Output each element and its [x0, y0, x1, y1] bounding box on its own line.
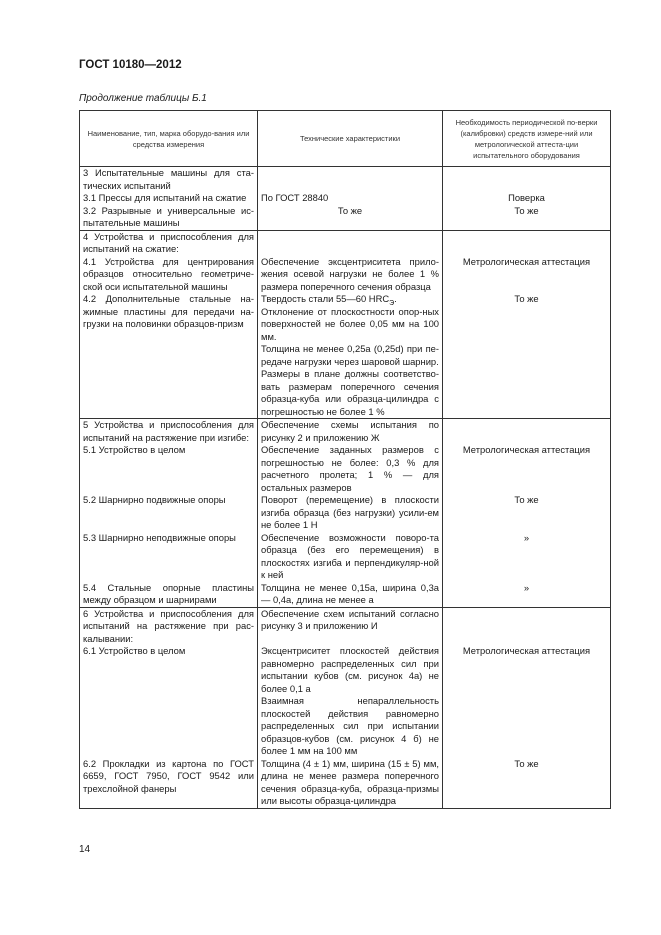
- cell-name: 5.4 Стальные опорные пластины между образцом и шарнирами: [80, 582, 258, 608]
- table-caption: Продолжение таблицы Б.1: [79, 93, 207, 104]
- cell-spec: [258, 645, 443, 758]
- table-row: [80, 293, 611, 419]
- cell-name: 6.1 Устройство в целом: [80, 645, 258, 758]
- cell-check: Поверка: [443, 192, 611, 205]
- cell-spec: Обеспечение схемы испытания по рисунку 2 и приложению Ж: [258, 419, 443, 445]
- cell-name: 3 Испытательные машины для ста-тических испытаний: [80, 167, 258, 193]
- cell-spec: Обеспечение эксцентриситета прило-жения осевой нагрузки не более 1 % размера поперечного сечения образца: [258, 256, 443, 294]
- cell-name: 4.1 Устройства для центрирования образцов относительно геометриче-ской оси испытательной машины: [80, 256, 258, 294]
- cell-name: 5.2 Шарнирно подвижные опоры: [80, 494, 258, 532]
- cell-spec: По ГОСТ 28840: [258, 192, 443, 205]
- table-row: [80, 167, 611, 193]
- equipment-table: [79, 110, 611, 809]
- column-header-specs: Технические характеристики: [258, 111, 443, 167]
- table-row: [80, 494, 611, 532]
- spec-line: Размеры в плане должны соответство-вать размерам поперечного сечения образца-куба или образца-цилиндра с погрешностью не более 1 %: [261, 368, 439, 417]
- table-row: [80, 758, 611, 809]
- table-row: [80, 607, 611, 645]
- table-row: [80, 582, 611, 608]
- cell-spec: Толщина (4 ± 1) мм, ширина (15 ± 5) мм, длина не менее размера поперечного сечения образца-куба, образца-призмы или высоты образца-цилиндра: [258, 758, 443, 809]
- cell-name: 3.2 Разрывные и универсальные ис-пытательные машины: [80, 205, 258, 231]
- table-row: [80, 444, 611, 494]
- cell-check: Метрологическая аттестация: [443, 256, 611, 294]
- cell-spec: То же: [258, 205, 443, 231]
- cell-spec: Толщина не менее 0,15a, ширина 0,3a — 0,4a, длина не менее a: [258, 582, 443, 608]
- cell-check: »: [443, 532, 611, 582]
- cell-spec: [258, 293, 443, 419]
- cell-spec: Обеспечение схем испытаний согласно рисунку 3 и приложению И: [258, 607, 443, 645]
- table-row: [80, 192, 611, 205]
- cell-spec: Обеспечение заданных размеров с погрешностью не более: 0,3 % для расчетного пролета; 1 % — для остальных размеров: [258, 444, 443, 494]
- cell-check: »: [443, 582, 611, 608]
- spec-line: Толщина не менее 0,25a (0,25d) при пе-редаче нагрузки через шаровой шарнир.: [261, 343, 439, 367]
- table-row: [80, 256, 611, 294]
- table-row: [80, 532, 611, 582]
- cell-check: Метрологическая аттестация: [443, 444, 611, 494]
- cell-name: 3.1 Прессы для испытаний на сжатие: [80, 192, 258, 205]
- cell-spec: Обеспечение возможности поворо-та образца (без его перемещения) в плоскостях изгиба и перпендикуляр-ной к ней: [258, 532, 443, 582]
- cell-check: То же: [443, 205, 611, 231]
- spec-line: Эксцентриситет плоскостей действия равномерно распределенных сил при испытании кубов (см. рисунок 4a) не более 0,1 a: [261, 645, 439, 694]
- cell-spec: Поворот (перемещение) в плоскости изгиба образца (без нагрузки) усили-ем не более 1 Н: [258, 494, 443, 532]
- cell-check: То же: [443, 494, 611, 532]
- spec-line: Отклонение от плоскостности опор-ных поверхностей не более 0,05 мм на 100 мм.: [261, 305, 439, 342]
- table-header-row: [80, 111, 611, 167]
- cell-check: То же: [443, 758, 611, 809]
- document-title: ГОСТ 10180—2012: [79, 59, 182, 71]
- cell-name: 4.2 Дополнительные стальные на-жимные пластины для передачи на-грузки на половинки образцов-призм: [80, 293, 258, 419]
- table-row: [80, 419, 611, 445]
- cell-name: 5.3 Шарнирно неподвижные опоры: [80, 532, 258, 582]
- page-number: 14: [79, 844, 91, 855]
- table-row: [80, 230, 611, 256]
- spec-line: Взаимная непараллельность плоскостей действия равномерно распределенных сил при испытании образцов-кубов (см. рисунок 4 б) не более 1 мм на 100 мм: [261, 695, 439, 756]
- cell-check: Метрологическая аттестация: [443, 645, 611, 758]
- table-row: [80, 205, 611, 231]
- cell-check: То же: [443, 293, 611, 419]
- cell-name: 4 Устройства и приспособления для испытаний на сжатие:: [80, 230, 258, 256]
- column-header-name: Наименование, тип, марка оборудо-вания или средства измерения: [80, 111, 258, 167]
- cell-name: 5.1 Устройство в целом: [80, 444, 258, 494]
- spec-line: Твердость стали 55—60 $HRC_Э$.: [261, 293, 397, 307]
- table-row: [80, 645, 611, 758]
- cell-name: 6 Устройства и приспособления для испытаний на растяжение при рас-калывании:: [80, 607, 258, 645]
- cell-name: 5 Устройства и приспособления для испытаний на растяжение при изгибе:: [80, 419, 258, 445]
- column-header-verification: Необходимость периодической по-верки (калибровки) средств измере-ний или метрологической аттеста-ции испытательного оборудования: [443, 111, 611, 167]
- cell-name: 6.2 Прокладки из картона по ГОСТ 6659, ГОСТ 7950, ГОСТ 9542 или трехслойной фанеры: [80, 758, 258, 809]
